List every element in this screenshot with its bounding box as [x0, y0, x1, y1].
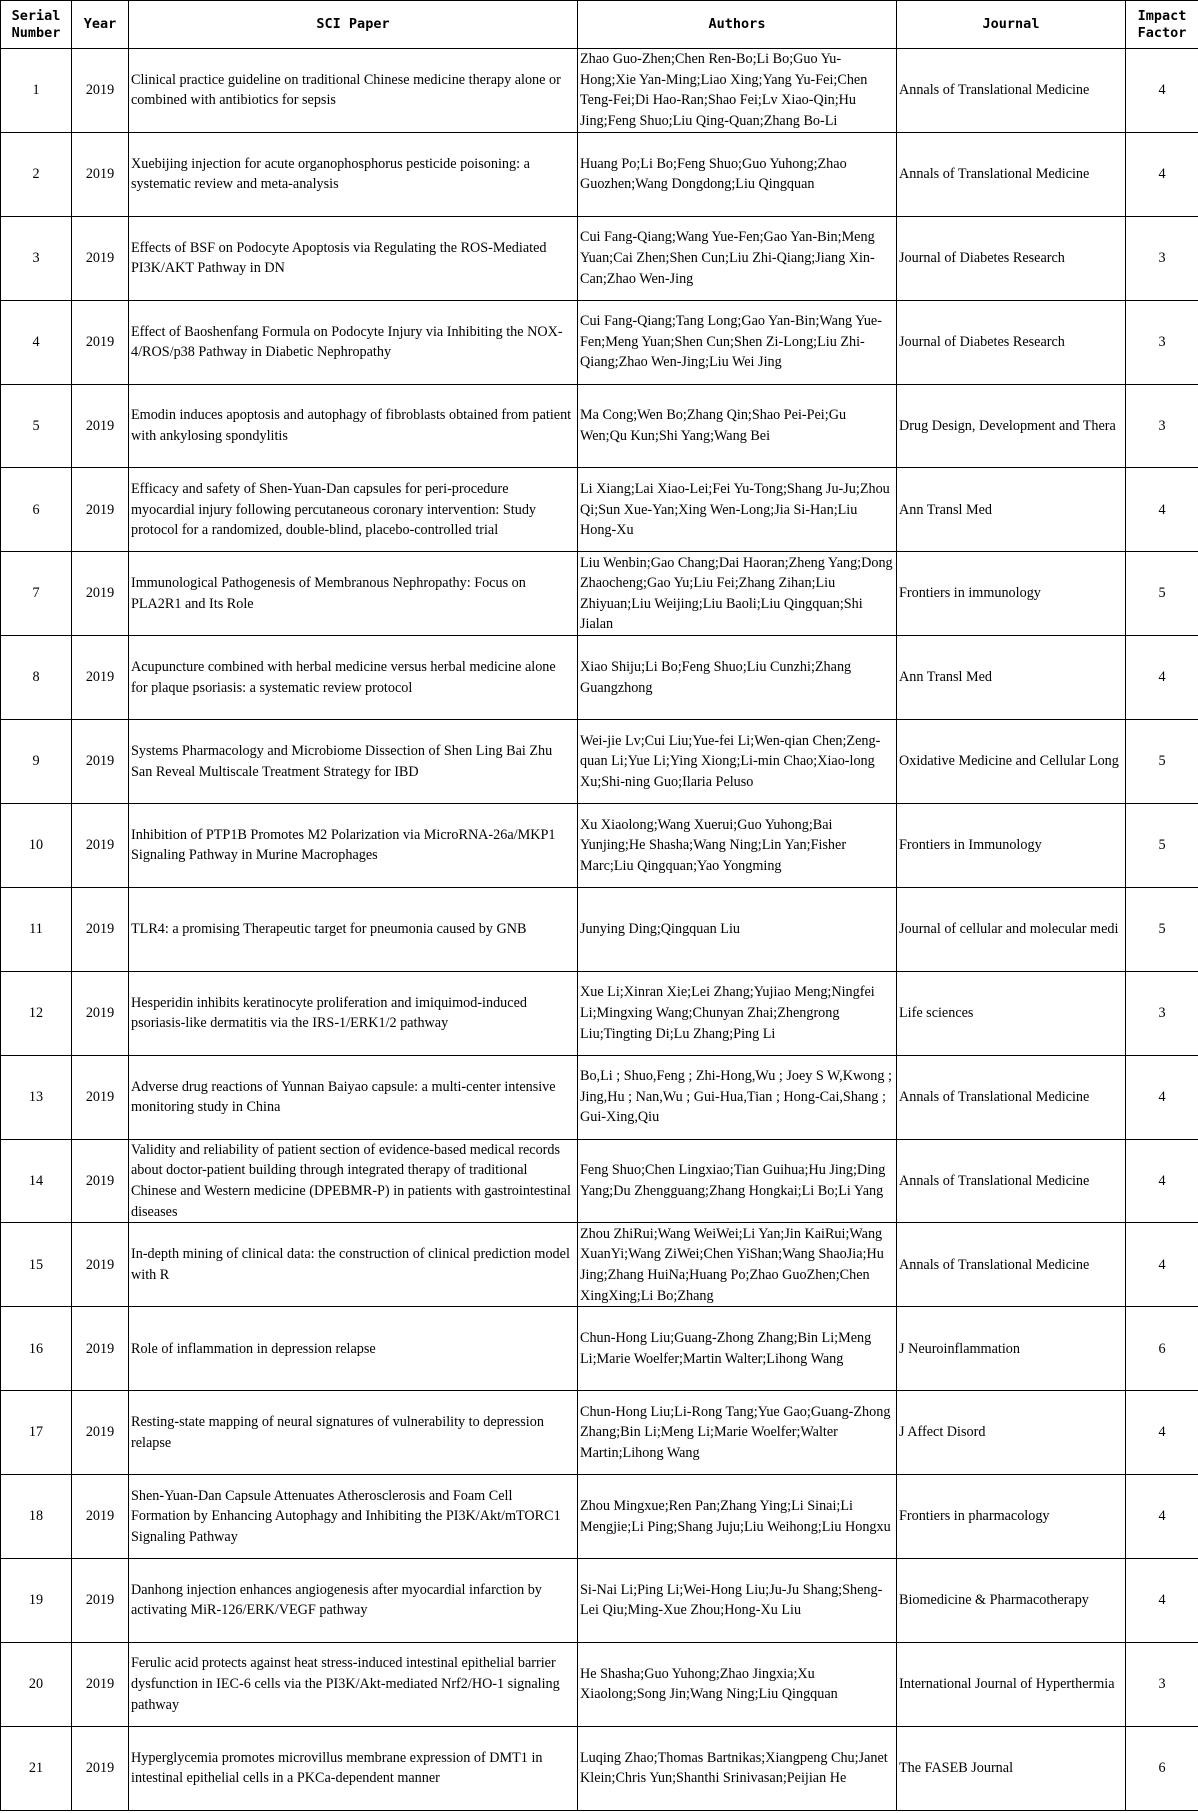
- table-row: [1, 720, 1198, 804]
- authors-cell: Bo,Li ; Shuo,Feng ; Zhi-Hong,Wu ; Joey S W,Kwong ; Jing,Hu ; Nan,Wu ; Gui-Hua,Tian ; Hong-Cai,Shang ; Gui-Xing,Qiu: [578, 1055, 897, 1139]
- paper-title-cell: Hyperglycemia promotes microvillus membrane expression of DMT1 in intestinal epithelial cells in a PKCa-dependent manner: [129, 1726, 578, 1810]
- serial-number-cell: 11: [1, 887, 72, 971]
- table-row: [1, 1642, 1198, 1726]
- table-row: [1, 468, 1198, 552]
- year-cell: 2019: [72, 1223, 129, 1307]
- impact-factor-cell: 3: [1126, 1642, 1198, 1726]
- table-row: [1, 1223, 1198, 1307]
- table-row: [1, 216, 1198, 300]
- year-cell: 2019: [72, 1055, 129, 1139]
- year-cell: 2019: [72, 636, 129, 720]
- impact-factor-cell: 3: [1126, 971, 1198, 1055]
- authors-cell: Xiao Shiju;Li Bo;Feng Shuo;Liu Cunzhi;Zhang Guangzhong: [578, 636, 897, 720]
- authors-cell: Huang Po;Li Bo;Feng Shuo;Guo Yuhong;Zhao Guozhen;Wang Dongdong;Liu Qingquan: [578, 132, 897, 216]
- serial-number-cell: 9: [1, 720, 72, 804]
- year-cell: 2019: [72, 1726, 129, 1810]
- authors-cell: Luqing Zhao;Thomas Bartnikas;Xiangpeng Chu;Janet Klein;Chris Yun;Shanthi Srinivasan;Peijian He: [578, 1726, 897, 1810]
- year-cell: 2019: [72, 1642, 129, 1726]
- header-authors: Authors: [578, 1, 897, 49]
- year-cell: 2019: [72, 971, 129, 1055]
- year-cell: 2019: [72, 1139, 129, 1223]
- journal-cell: Annals of Translational Medicine: [897, 1139, 1126, 1223]
- table-row: [1, 971, 1198, 1055]
- journal-cell: Annals of Translational Medicine: [897, 49, 1126, 133]
- journal-cell: J Affect Disord: [897, 1391, 1126, 1475]
- impact-factor-cell: 4: [1126, 1139, 1198, 1223]
- year-cell: 2019: [72, 1307, 129, 1391]
- table-row: [1, 1139, 1198, 1223]
- serial-number-cell: 1: [1, 49, 72, 133]
- serial-number-cell: 6: [1, 468, 72, 552]
- paper-title-cell: Clinical practice guideline on traditional Chinese medicine therapy alone or combined with antibiotics for sepsis: [129, 49, 578, 133]
- year-cell: 2019: [72, 132, 129, 216]
- journal-cell: Ann Transl Med: [897, 468, 1126, 552]
- authors-cell: Li Xiang;Lai Xiao-Lei;Fei Yu-Tong;Shang Ju-Ju;Zhou Qi;Sun Xue-Yan;Xing Wen-Long;Jia Si-Han;Liu Hong-Xu: [578, 468, 897, 552]
- serial-number-cell: 12: [1, 971, 72, 1055]
- serial-number-cell: 17: [1, 1391, 72, 1475]
- impact-factor-cell: 3: [1126, 216, 1198, 300]
- impact-factor-cell: 4: [1126, 1055, 1198, 1139]
- serial-number-cell: 19: [1, 1559, 72, 1643]
- authors-cell: Zhou Mingxue;Ren Pan;Zhang Ying;Li Sinai;Li Mengjie;Li Ping;Shang Juju;Liu Weihong;Liu Hongxu: [578, 1475, 897, 1559]
- authors-cell: Cui Fang-Qiang;Wang Yue-Fen;Gao Yan-Bin;Meng Yuan;Cai Zhen;Shen Cun;Liu Zhi-Qiang;Jiang Xin-Can;Zhao Wen-Jing: [578, 216, 897, 300]
- impact-factor-cell: 4: [1126, 49, 1198, 133]
- impact-factor-cell: 5: [1126, 552, 1198, 636]
- year-cell: 2019: [72, 887, 129, 971]
- table-row: [1, 1391, 1198, 1475]
- journal-cell: Journal of Diabetes Research: [897, 300, 1126, 384]
- paper-title-cell: Role of inflammation in depression relapse: [129, 1307, 578, 1391]
- journal-cell: Drug Design, Development and Thera: [897, 384, 1126, 468]
- year-cell: 2019: [72, 552, 129, 636]
- serial-number-cell: 2: [1, 132, 72, 216]
- paper-title-cell: Systems Pharmacology and Microbiome Dissection of Shen Ling Bai Zhu San Reveal Multiscale Treatment Strategy for IBD: [129, 720, 578, 804]
- table-row: [1, 636, 1198, 720]
- serial-number-cell: 5: [1, 384, 72, 468]
- journal-cell: Frontiers in pharmacology: [897, 1475, 1126, 1559]
- serial-number-cell: 15: [1, 1223, 72, 1307]
- journal-cell: Annals of Translational Medicine: [897, 132, 1126, 216]
- authors-cell: Wei-jie Lv;Cui Liu;Yue-fei Li;Wen-qian Chen;Zeng-quan Li;Yue Li;Ying Xiong;Li-min Chao;Xiao-long Xu;Shi-ning Guo;Ilaria Peluso: [578, 720, 897, 804]
- journal-cell: The FASEB Journal: [897, 1726, 1126, 1810]
- impact-factor-cell: 4: [1126, 636, 1198, 720]
- impact-factor-cell: 6: [1126, 1726, 1198, 1810]
- paper-title-cell: Resting-state mapping of neural signatures of vulnerability to depression relapse: [129, 1391, 578, 1475]
- header-sci-paper: SCI Paper: [129, 1, 578, 49]
- header-journal: Journal: [897, 1, 1126, 49]
- authors-cell: Chun-Hong Liu;Li-Rong Tang;Yue Gao;Guang-Zhong Zhang;Bin Li;Meng Li;Marie Woelfer;Walter Martin;Lihong Wang: [578, 1391, 897, 1475]
- header-row: [1, 1, 1198, 49]
- authors-cell: Xu Xiaolong;Wang Xuerui;Guo Yuhong;Bai Yunjing;He Shasha;Wang Ning;Lin Yan;Fisher Marc;Liu Qingquan;Yao Yongming: [578, 804, 897, 888]
- authors-cell: Zhou ZhiRui;Wang WeiWei;Li Yan;Jin KaiRui;Wang XuanYi;Wang ZiWei;Chen YiShan;Wang ShaoJia;Hu Jing;Zhang HuiNa;Huang Po;Zhao GuoZhen;Chen XingXing;Li Bo;Zhang: [578, 1223, 897, 1307]
- paper-title-cell: Immunological Pathogenesis of Membranous Nephropathy: Focus on PLA2R1 and Its Role: [129, 552, 578, 636]
- journal-cell: Annals of Translational Medicine: [897, 1055, 1126, 1139]
- authors-cell: He Shasha;Guo Yuhong;Zhao Jingxia;Xu Xiaolong;Song Jin;Wang Ning;Liu Qingquan: [578, 1642, 897, 1726]
- year-cell: 2019: [72, 216, 129, 300]
- serial-number-cell: 16: [1, 1307, 72, 1391]
- table-row: [1, 1559, 1198, 1643]
- paper-title-cell: Inhibition of PTP1B Promotes M2 Polarization via MicroRNA-26a/MKP1 Signaling Pathway in Murine Macrophages: [129, 804, 578, 888]
- serial-number-cell: 7: [1, 552, 72, 636]
- table-row: [1, 132, 1198, 216]
- paper-title-cell: Ferulic acid protects against heat stress-induced intestinal epithelial barrier dysfunction in IEC-6 cells via the PI3K/Akt-mediated Nrf2/HO-1 signaling pathway: [129, 1642, 578, 1726]
- paper-title-cell: Acupuncture combined with herbal medicine versus herbal medicine alone for plaque psoriasis: a systematic review protocol: [129, 636, 578, 720]
- journal-cell: J Neuroinflammation: [897, 1307, 1126, 1391]
- table-row: [1, 1475, 1198, 1559]
- serial-number-cell: 4: [1, 300, 72, 384]
- table-row: [1, 1307, 1198, 1391]
- serial-number-cell: 14: [1, 1139, 72, 1223]
- year-cell: 2019: [72, 300, 129, 384]
- paper-title-cell: Hesperidin inhibits keratinocyte proliferation and imiquimod-induced psoriasis-like dermatitis via the IRS-1/ERK1/2 pathway: [129, 971, 578, 1055]
- journal-cell: Annals of Translational Medicine: [897, 1223, 1126, 1307]
- table-row: [1, 887, 1198, 971]
- impact-factor-cell: 4: [1126, 1391, 1198, 1475]
- table-row: [1, 1726, 1198, 1810]
- year-cell: 2019: [72, 1475, 129, 1559]
- authors-cell: Xue Li;Xinran Xie;Lei Zhang;Yujiao Meng;Ningfei Li;Mingxing Wang;Chunyan Zhai;Zhengrong Liu;Tingting Di;Lu Zhang;Ping Li: [578, 971, 897, 1055]
- impact-factor-cell: 4: [1126, 132, 1198, 216]
- year-cell: 2019: [72, 1391, 129, 1475]
- table-row: [1, 49, 1198, 133]
- serial-number-cell: 20: [1, 1642, 72, 1726]
- impact-factor-cell: 5: [1126, 887, 1198, 971]
- year-cell: 2019: [72, 1559, 129, 1643]
- table-row: [1, 552, 1198, 636]
- serial-number-cell: 3: [1, 216, 72, 300]
- serial-number-cell: 18: [1, 1475, 72, 1559]
- authors-cell: Feng Shuo;Chen Lingxiao;Tian Guihua;Hu Jing;Ding Yang;Du Zhengguang;Zhang Hongkai;Li Bo;Li Yang: [578, 1139, 897, 1223]
- journal-cell: Life sciences: [897, 971, 1126, 1055]
- paper-title-cell: In-depth mining of clinical data: the construction of clinical prediction model with R: [129, 1223, 578, 1307]
- year-cell: 2019: [72, 720, 129, 804]
- table-row: [1, 384, 1198, 468]
- authors-cell: Si-Nai Li;Ping Li;Wei-Hong Liu;Ju-Ju Shang;Sheng-Lei Qiu;Ming-Xue Zhou;Hong-Xu Liu: [578, 1559, 897, 1643]
- header-impact-factor: Impact Factor: [1126, 1, 1198, 49]
- table-row: [1, 1055, 1198, 1139]
- paper-title-cell: Validity and reliability of patient section of evidence-based medical records about doctor-patient building through integrated therapy of traditional Chinese and Western medicine (DPEBMR-P) in patients with gastrointestinal diseases: [129, 1139, 578, 1223]
- authors-cell: Ma Cong;Wen Bo;Zhang Qin;Shao Pei-Pei;Gu Wen;Qu Kun;Shi Yang;Wang Bei: [578, 384, 897, 468]
- journal-cell: Frontiers in immunology: [897, 552, 1126, 636]
- paper-title-cell: Danhong injection enhances angiogenesis after myocardial infarction by activating MiR-126/ERK/VEGF pathway: [129, 1559, 578, 1643]
- impact-factor-cell: 4: [1126, 1475, 1198, 1559]
- journal-cell: Journal of cellular and molecular medi: [897, 887, 1126, 971]
- impact-factor-cell: 5: [1126, 720, 1198, 804]
- header-serial-number: Serial Number: [1, 1, 72, 49]
- year-cell: 2019: [72, 384, 129, 468]
- year-cell: 2019: [72, 468, 129, 552]
- paper-title-cell: Emodin induces apoptosis and autophagy of fibroblasts obtained from patient with ankylosing spondylitis: [129, 384, 578, 468]
- serial-number-cell: 13: [1, 1055, 72, 1139]
- serial-number-cell: 10: [1, 804, 72, 888]
- authors-cell: Liu Wenbin;Gao Chang;Dai Haoran;Zheng Yang;Dong Zhaocheng;Gao Yu;Liu Fei;Zhang Zihan;Liu Zhiyuan;Liu Weijing;Liu Baoli;Liu Qingquan;Shi Jialan: [578, 552, 897, 636]
- journal-cell: Frontiers in Immunology: [897, 804, 1126, 888]
- table-row: [1, 804, 1198, 888]
- serial-number-cell: 8: [1, 636, 72, 720]
- serial-number-cell: 21: [1, 1726, 72, 1810]
- impact-factor-cell: 6: [1126, 1307, 1198, 1391]
- impact-factor-cell: 4: [1126, 1223, 1198, 1307]
- paper-title-cell: Adverse drug reactions of Yunnan Baiyao capsule: a multi-center intensive monitoring study in China: [129, 1055, 578, 1139]
- impact-factor-cell: 3: [1126, 300, 1198, 384]
- authors-cell: Cui Fang-Qiang;Tang Long;Gao Yan-Bin;Wang Yue-Fen;Meng Yuan;Shen Cun;Shen Zi-Long;Liu Zhi-Qiang;Zhao Wen-Jing;Liu Wei Jing: [578, 300, 897, 384]
- paper-title-cell: Efficacy and safety of Shen-Yuan-Dan capsules for peri-procedure myocardial injury following percutaneous coronary intervention: Study protocol for a randomized, double-blind, placebo-controlled trial: [129, 468, 578, 552]
- impact-factor-cell: 4: [1126, 1559, 1198, 1643]
- paper-title-cell: Shen-Yuan-Dan Capsule Attenuates Atherosclerosis and Foam Cell Formation by Enhancing Autophagy and Inhibiting the PI3K/Akt/mTORC1 Signaling Pathway: [129, 1475, 578, 1559]
- journal-cell: Ann Transl Med: [897, 636, 1126, 720]
- journal-cell: Biomedicine & Pharmacotherapy: [897, 1559, 1126, 1643]
- impact-factor-cell: 4: [1126, 468, 1198, 552]
- table-row: [1, 300, 1198, 384]
- impact-factor-cell: 5: [1126, 804, 1198, 888]
- year-cell: 2019: [72, 804, 129, 888]
- paper-title-cell: Effect of Baoshenfang Formula on Podocyte Injury via Inhibiting the NOX-4/ROS/p38 Pathway in Diabetic Nephropathy: [129, 300, 578, 384]
- authors-cell: Chun-Hong Liu;Guang-Zhong Zhang;Bin Li;Meng Li;Marie Woelfer;Martin Walter;Lihong Wang: [578, 1307, 897, 1391]
- paper-title-cell: Xuebijing injection for acute organophosphorus pesticide poisoning: a systematic review and meta-analysis: [129, 132, 578, 216]
- impact-factor-cell: 3: [1126, 384, 1198, 468]
- paper-title-cell: TLR4: a promising Therapeutic target for pneumonia caused by GNB: [129, 887, 578, 971]
- header-year: Year: [72, 1, 129, 49]
- journal-cell: Journal of Diabetes Research: [897, 216, 1126, 300]
- paper-title-cell: Effects of BSF on Podocyte Apoptosis via Regulating the ROS-Mediated PI3K/AKT Pathway in DN: [129, 216, 578, 300]
- journal-cell: Oxidative Medicine and Cellular Long: [897, 720, 1126, 804]
- authors-cell: Junying Ding;Qingquan Liu: [578, 887, 897, 971]
- authors-cell: Zhao Guo-Zhen;Chen Ren-Bo;Li Bo;Guo Yu-Hong;Xie Yan-Ming;Liao Xing;Yang Yu-Fei;Chen Teng-Fei;Di Hao-Ran;Shao Fei;Lv Xiao-Qin;Hu Jing;Feng Shuo;Liu Qing-Quan;Zhang Bo-Li: [578, 49, 897, 133]
- year-cell: 2019: [72, 49, 129, 133]
- journal-cell: International Journal of Hyperthermia: [897, 1642, 1126, 1726]
